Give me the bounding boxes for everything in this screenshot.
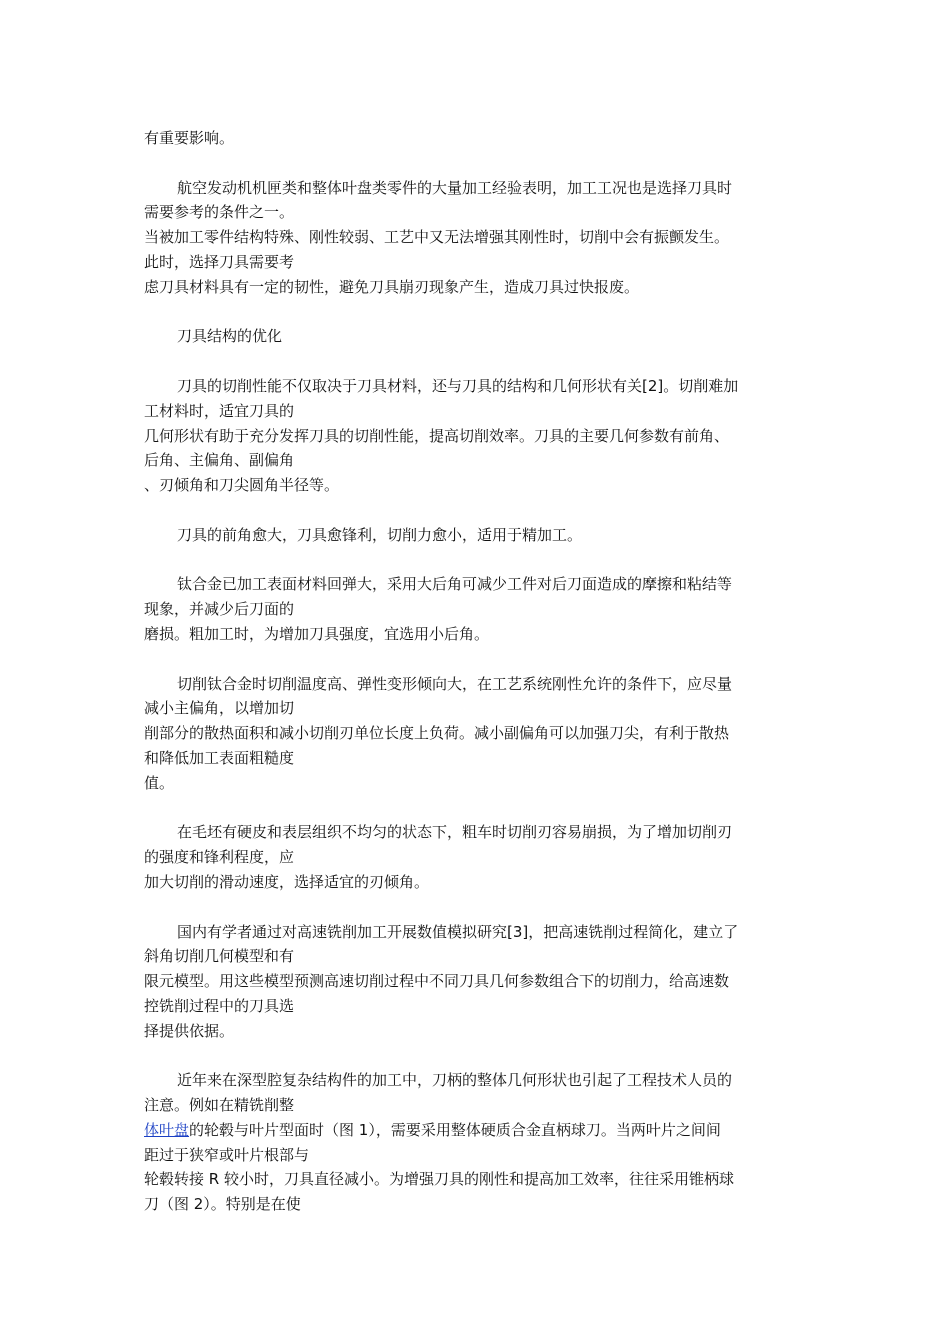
text-line bbox=[144, 1068, 810, 1093]
text-line bbox=[144, 126, 810, 151]
text-line bbox=[144, 696, 810, 721]
line-text: 和降低加工表面粗糙度 bbox=[144, 748, 295, 767]
line-text: 的强度和锋利程度，应 bbox=[144, 848, 295, 867]
text-line bbox=[144, 250, 810, 275]
paragraph-gap bbox=[144, 647, 810, 672]
line-text: 减小主偏角，以增加切 bbox=[144, 699, 295, 718]
line-text: 需要参考的条件之一。 bbox=[144, 203, 295, 222]
line-text: 刀具的前角愈大，刀具愈锋利，切削力愈小，适用于精加工。 bbox=[177, 525, 583, 544]
line-text: 控铣削过程中的刀具选 bbox=[144, 996, 295, 1015]
line-text: 有重要影响。 bbox=[144, 129, 235, 147]
text-line bbox=[144, 994, 810, 1019]
line-text: 斜角切削几何模型和有 bbox=[144, 947, 295, 966]
line-text: 轮毂转接 R 较小时，刀具直径减小。为增强刀具的刚性和提高加工效率，往往采用锥柄球 bbox=[144, 1170, 734, 1189]
text-line bbox=[144, 969, 810, 994]
document-body bbox=[144, 126, 810, 1217]
line-text: 此时，选择刀具需要考 bbox=[144, 252, 295, 271]
line-text: 注意。例如在精铣削整 bbox=[144, 1096, 295, 1115]
paragraph-gap bbox=[144, 1043, 810, 1068]
text-line bbox=[144, 597, 810, 622]
line-text: 现象，并减少后刀面的 bbox=[144, 600, 295, 619]
text-line bbox=[144, 424, 810, 449]
paragraph-gap bbox=[144, 349, 810, 374]
text-line bbox=[144, 1192, 810, 1217]
line-text: 值。 bbox=[144, 773, 175, 792]
text-line bbox=[144, 572, 810, 597]
text-line bbox=[144, 473, 810, 498]
text-line bbox=[144, 1167, 810, 1192]
line-text: 虑刀具材料具有一定的韧性，避免刀具崩刃现象产生，造成刀具过快报废。 bbox=[144, 277, 640, 296]
line-text: 择提供依据。 bbox=[144, 1021, 235, 1040]
line-text: 切削钛合金时切削温度高、弹性变形倾向大，在工艺系统刚性允许的条件下，应尽量 bbox=[177, 674, 733, 693]
line-text: 当被加工零件结构特殊、刚性较弱、工艺中又无法增强其刚性时，切削中会有振颤发生。 bbox=[144, 228, 730, 247]
text-line bbox=[144, 920, 810, 945]
paragraph-gap bbox=[144, 151, 810, 176]
text-line bbox=[144, 944, 810, 969]
text-line bbox=[144, 1118, 810, 1143]
line-text: 在毛坯有硬皮和表层组织不均匀的状态下，粗车时切削刃容易崩损，为了增加切削刃 bbox=[177, 823, 733, 842]
text-line bbox=[144, 1019, 810, 1044]
text-line bbox=[144, 200, 810, 225]
line-text: 刀具的切削性能不仅取决于刀具材料，还与刀具的结构和几何形状有关[2]。切削难加 bbox=[177, 376, 739, 395]
line-text: 钛合金已加工表面材料回弹大，采用大后角可减少工件对后刀面造成的摩擦和粘结等 bbox=[177, 575, 733, 594]
line-text: 国内有学者通过对高速铣削加工开展数值模拟研究[3]，把高速铣削过程简化，建立了 bbox=[177, 922, 739, 941]
text-line bbox=[144, 820, 810, 845]
text-line bbox=[144, 771, 810, 796]
line-text: 后角、主偏角、副偏角 bbox=[144, 451, 295, 470]
text-line bbox=[144, 622, 810, 647]
text-line bbox=[144, 448, 810, 473]
text-line bbox=[144, 746, 810, 771]
line-text: 刀具结构的优化 bbox=[177, 327, 283, 346]
hyperlink-blisk[interactable]: 体叶盘 bbox=[144, 1120, 190, 1139]
text-line bbox=[144, 225, 810, 250]
line-text: 磨损。粗加工时，为增加刀具强度，宜选用小后角。 bbox=[144, 624, 490, 643]
paragraph-gap bbox=[144, 300, 810, 325]
text-line bbox=[144, 324, 810, 349]
text-line bbox=[144, 870, 810, 895]
text-line bbox=[144, 672, 810, 697]
line-text: 限元模型。用这些模型预测高速切削过程中不同刀具几何参数组合下的切削力，给高速数 bbox=[144, 972, 730, 991]
paragraph-gap bbox=[144, 895, 810, 920]
line-text: 工材料时，适宜刀具的 bbox=[144, 401, 295, 420]
text-line bbox=[144, 399, 810, 424]
text-line bbox=[144, 176, 810, 201]
paragraph-gap bbox=[144, 548, 810, 573]
line-text: 近年来在深型腔复杂结构件的加工中，刀柄的整体几何形状也引起了工程技术人员的 bbox=[177, 1071, 733, 1090]
text-line bbox=[144, 1143, 810, 1168]
line-text: 的轮毂与叶片型面时（图 1），需要采用整体硬质合金直柄球刀。当两叶片之间间 bbox=[189, 1120, 721, 1139]
paragraph-gap bbox=[144, 498, 810, 523]
line-text: 加大切削的滑动速度，选择适宜的刃倾角。 bbox=[144, 872, 430, 891]
text-line bbox=[144, 1093, 810, 1118]
line-text: 几何形状有助于充分发挥刀具的切削性能，提高切削效率。刀具的主要几何参数有前角、 bbox=[144, 426, 730, 445]
line-text: 、刃倾角和刀尖圆角半径等。 bbox=[144, 476, 340, 495]
line-text: 航空发动机机匣类和整体叶盘类零件的大量加工经验表明，加工工况也是选择刀具时 bbox=[177, 178, 733, 197]
text-line bbox=[144, 523, 810, 548]
text-line bbox=[144, 275, 810, 300]
paragraph-gap bbox=[144, 796, 810, 821]
line-text: 距过于狭窄或叶片根部与 bbox=[144, 1145, 310, 1164]
line-text: 削部分的散热面积和减小切削刃单位长度上负荷。减小副偏角可以加强刀尖，有利于散热 bbox=[144, 724, 730, 743]
line-text: 刀（图 2）。特别是在使 bbox=[144, 1195, 301, 1214]
text-line bbox=[144, 845, 810, 870]
text-line bbox=[144, 374, 810, 399]
text-line bbox=[144, 721, 810, 746]
